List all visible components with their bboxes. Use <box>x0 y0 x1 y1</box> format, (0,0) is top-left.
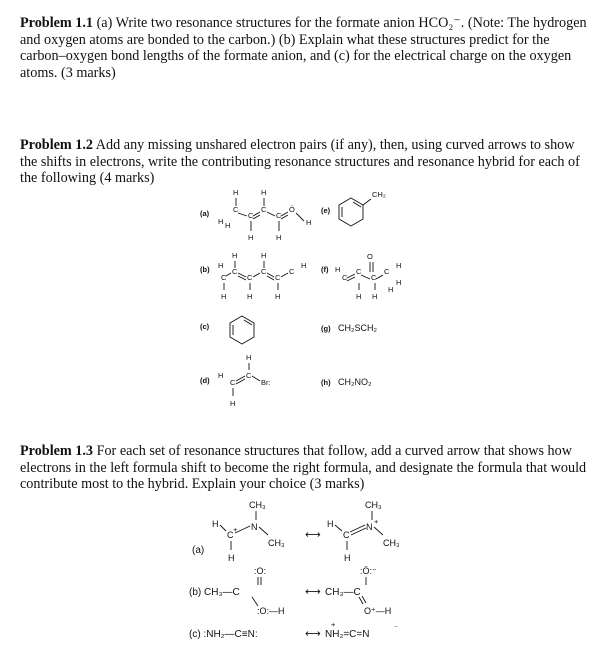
svg-text:Br:: Br: <box>261 378 271 387</box>
label-1-2-b: (b) <box>200 265 210 274</box>
svg-text:C: C <box>248 211 254 220</box>
svg-text:H: H <box>275 292 281 301</box>
svg-text:H: H <box>232 251 238 260</box>
resonance-arrow-b: ⟷ <box>305 586 321 598</box>
svg-text:C: C <box>371 273 377 282</box>
svg-text:CH₃: CH₃ <box>365 500 382 510</box>
svg-text:H: H <box>344 553 351 563</box>
svg-text:H: H <box>228 553 235 563</box>
svg-text:C: C <box>289 267 295 276</box>
label-1-3-a: (a) <box>192 545 205 556</box>
svg-text:C: C <box>276 211 282 220</box>
structure-1-3-a-left <box>212 500 285 563</box>
svg-text:H: H <box>225 221 231 230</box>
svg-text:H: H <box>246 353 252 362</box>
svg-text::O:—H: :O:—H <box>257 606 285 616</box>
methyl-e: CH₂ <box>372 190 386 199</box>
label-1-2-h: (h) <box>321 378 331 387</box>
svg-text:H: H <box>218 371 224 380</box>
formula-1-2-g: CH₂SCH₂ <box>338 323 377 333</box>
svg-text:H: H <box>212 519 219 529</box>
label-1-2-a: (a) <box>200 209 210 218</box>
svg-text:H: H <box>261 188 267 197</box>
resonance-arrow-c: ⟷ <box>305 628 321 640</box>
svg-text:H: H <box>230 399 236 408</box>
label-1-2-f: (f) <box>321 265 329 274</box>
svg-text:CH₃: CH₃ <box>249 500 266 510</box>
svg-text:C: C <box>342 273 348 282</box>
svg-text:H: H <box>396 261 402 270</box>
svg-text:C: C <box>275 273 281 282</box>
svg-text:H: H <box>218 217 224 226</box>
structure-1-2-c <box>230 316 254 344</box>
label-1-3-c: (c) :NH₂—C≡N: <box>189 629 258 640</box>
svg-text::O:: :O: <box>254 566 267 576</box>
svg-text:H: H <box>306 218 312 227</box>
svg-text:H: H <box>356 292 362 301</box>
right-formula-b: CH₃—C <box>325 587 361 598</box>
svg-text:C: C <box>343 530 350 540</box>
svg-text::Ö:⁻: :Ö:⁻ <box>360 566 377 576</box>
svg-text:N: N <box>366 522 373 532</box>
right-formula-c: NH₂=C=N <box>325 629 370 640</box>
structure-1-2-b <box>218 251 306 301</box>
structure-1-2-e <box>339 190 386 226</box>
structure-1-2-f <box>335 252 401 301</box>
svg-text:H: H <box>276 233 282 242</box>
svg-text:H: H <box>372 292 378 301</box>
svg-text:+: + <box>374 517 379 526</box>
problem-1-3-text: For each set of resonance structures that follow, add a curved arrow that shows how electrons in the left formula shift to become the right formula, and designate the formula that would contribute most to the hybrid. Explain your choice (3 marks) <box>20 443 587 492</box>
structure-1-3-a-right <box>327 500 400 563</box>
problem-1-2-text: Add any missing unshared electron pairs (if any), then, using curved arrows to show the shifts in electrons, write the contributing resonance structures and resonance hybrid for each of the following (4 marks) <box>20 137 580 186</box>
svg-text:C: C <box>221 273 227 282</box>
label-1-2-c: (c) <box>200 322 210 331</box>
svg-text:C: C <box>232 267 238 276</box>
resonance-arrow-a: ⟷ <box>305 529 321 541</box>
svg-text:C: C <box>246 371 252 380</box>
problem-1-1-text: (a) Write two resonance structures for the formate anion HCO₂⁻. (Note: The hydrogen and oxygen atoms are bonded to the carbon.) (b) Explain what these structures predict for the carbon–oxygen bond lengths of the formate anion, and (c) for the electrical charge on the oxygen atoms. (3 marks) <box>20 15 587 81</box>
svg-text:N: N <box>251 522 258 532</box>
structure-1-3-b-left <box>189 566 285 616</box>
svg-text:+: + <box>233 525 238 534</box>
svg-text:⁻: ⁻ <box>394 623 398 632</box>
svg-text:H: H <box>248 233 254 242</box>
svg-text:H: H <box>218 261 224 270</box>
svg-text:C: C <box>261 267 267 276</box>
svg-text:H: H <box>335 265 341 274</box>
problem-1-3-title: Problem 1.3 <box>20 443 94 459</box>
svg-text:CH₃: CH₃ <box>268 538 285 548</box>
svg-text:O: O <box>367 252 373 261</box>
svg-text:H: H <box>388 285 394 294</box>
svg-text:H: H <box>301 261 307 270</box>
svg-text:C: C <box>233 205 239 214</box>
svg-text:H: H <box>221 292 227 301</box>
svg-text:H: H <box>261 251 267 260</box>
structure-1-2-a <box>218 188 311 242</box>
problem-1-2-title: Problem 1.2 <box>20 137 94 153</box>
formula-1-2-h: CH₂NO₂ <box>338 377 372 387</box>
svg-text:O⁺—H: O⁺—H <box>364 606 392 616</box>
svg-text:C: C <box>384 267 390 276</box>
svg-text:H: H <box>396 278 402 287</box>
svg-text:C: C <box>247 273 253 282</box>
structure-1-2-d <box>218 353 271 408</box>
structure-1-3-b-right <box>325 566 391 616</box>
svg-text:+: + <box>331 620 336 629</box>
svg-text:C: C <box>227 530 234 540</box>
label-1-2-e: (e) <box>321 206 331 215</box>
problem-1-1-title: Problem 1.1 <box>20 15 94 31</box>
svg-text:C: C <box>356 267 362 276</box>
svg-text:C: C <box>230 378 236 387</box>
svg-text:H: H <box>247 292 253 301</box>
label-1-3-b: (b) CH₃—C <box>189 587 240 598</box>
svg-text:H: H <box>233 188 239 197</box>
svg-text:CH₃: CH₃ <box>383 538 400 548</box>
label-1-2-d: (d) <box>200 376 210 385</box>
label-1-2-g: (g) <box>321 324 331 333</box>
svg-text:C: C <box>261 205 267 214</box>
svg-text:Ö: Ö <box>289 205 295 214</box>
svg-text:H: H <box>327 519 334 529</box>
